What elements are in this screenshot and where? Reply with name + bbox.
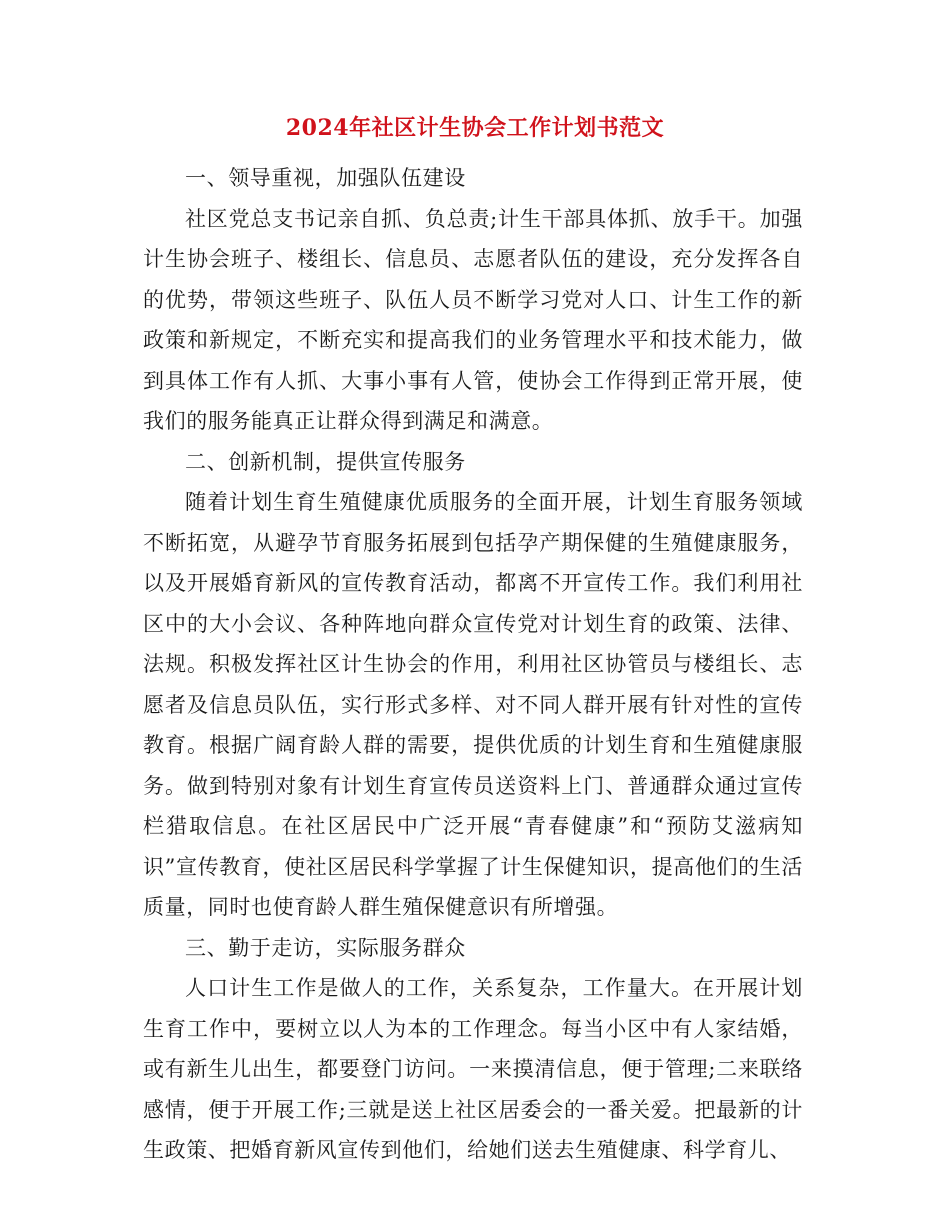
- section-3-heading: 三、勤于走访，实际服务群众: [185, 935, 466, 960]
- document-title: 2024年社区计生协会工作计划书范文: [285, 115, 665, 141]
- section-2-paragraph: 随着计划生育生殖健康优质服务的全面开展，计划生育服务领域不断拓宽，从避孕节育服务拓展到包括孕产期保健的生殖健康服务，以及开展婚育新风的宣传教育活动，都离不开宣传工作。我们利用社区中的大小会议、各种阵地向群众宣传党对计划生育的政策、法律、法规。积极发挥社区计生协会的作用，利用社区协管员与楼组长、志愿者及信息员队伍，实行形式多样、对不同人群开展有针对性的宣传教育。根据广阔育龄人群的需要，提供优质的计划生育和生殖健康服务。做到特别对象有计划生育宣传员送资料上门、普通群众通过宣传栏猎取信息。在社区居民中广泛开展“青春健康”和“预防艾滋病知识”宣传教育，使社区居民科学掌握了计生保健知识，提高他们的生活质量，同时也使育龄人群生殖保健意识有所增强。: [143, 490, 803, 919]
- section-1-paragraph: 社区党总支书记亲自抓、负总责;计生干部具体抓、放手干。加强计生协会班子、楼组长、信息员、志愿者队伍的建设，充分发挥各自的优势，带领这些班子、队伍人员不断学习党对人口、计生工作的新政策和新规定，不断充实和提高我们的业务管理水平和技术能力，做到具体工作有人抓、大事小事有人管，使协会工作得到正常开展，使我们的服务能真正让群众得到满足和满意。: [143, 206, 803, 433]
- section-1-heading: 一、领导重视，加强队伍建设: [185, 166, 466, 190]
- document-body: [143, 158, 803, 1171]
- section-2-heading: 二、创新机制，提供宣传服务: [185, 449, 466, 474]
- section-3-paragraph: 人口计生工作是做人的工作，关系复杂，工作量大。在开展计划生育工作中，要树立以人为本的工作理念。每当小区中有人家结婚，或有新生儿出生，都要登门访问。一来摸清信息，便于管理;二来联络感情，便于开展工作;三就是送上社区居委会的一番关爱。把最新的计生政策、把婚育新风宣传到他们，给她们送去生殖健康、科学育儿、: [143, 976, 803, 1162]
